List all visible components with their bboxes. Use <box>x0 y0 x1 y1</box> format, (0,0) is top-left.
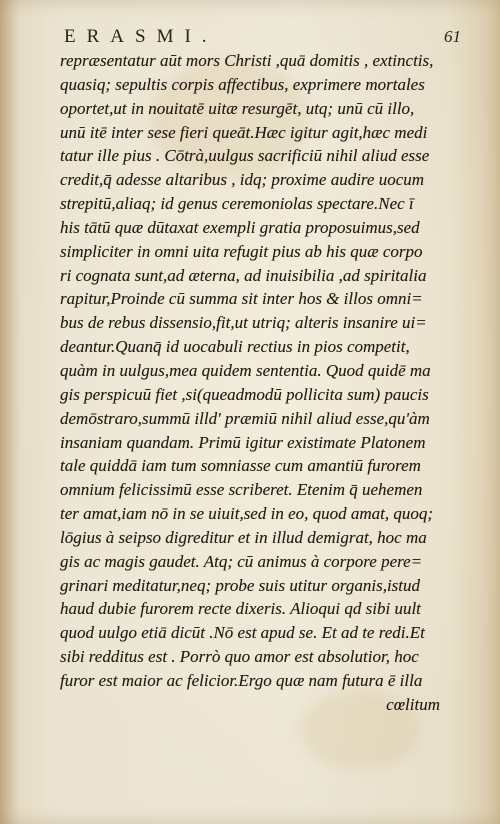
text-line: demōstraro,summū illd' præmiū nihil aliud esse,qu'àm <box>60 408 430 428</box>
page-number: 61 <box>444 27 461 46</box>
text-line: credit,q̄ adesse altaribus , idq; proxime audire uocum <box>60 170 425 190</box>
text-line: deantur.Quanq̄ id uocabuli rectius in pios competit, <box>60 337 410 357</box>
text-line: tatur ille pius . Cōtrà,uulgus sacrificiū nihil aliud esse <box>60 146 430 166</box>
text-line: tale quiddā iam tum somniasse cum amantiū furorem <box>60 456 421 476</box>
text-line: repræsentatur aūt mors Christi ,quā domitis , extinctis, <box>60 51 434 70</box>
text-line: ter amat,iam nō in se uiuit,sed in eo, quod amat, quoq; <box>60 504 434 524</box>
running-head: ERASMI. <box>64 26 218 47</box>
text-line: haud dubie furorem recte dixeris. Alioqui qd sibi uult <box>60 599 421 619</box>
body-text <box>60 49 460 717</box>
text-line: gis ac magis gaudet. Atq; cū animus à corpore pere= <box>60 551 423 571</box>
text-line: omnium felicissimū esse scriberet. Etenim q̄ uehemen <box>60 480 423 500</box>
text-line: lōgius à seipso digreditur et in illud demigrat, hoc ma <box>60 527 427 547</box>
text-line: unū itē inter sese fieri queāt.Hæc igitur agit,hæc medi <box>60 122 428 142</box>
text-line: his tātū quæ dūtaxat exempli gratia proposuimus,sed <box>60 217 420 237</box>
text-line: strepitū,aliaq; id genus ceremoniolas spectare.Nec ī <box>60 194 414 214</box>
text-line: quod uulgo etiā dicūt .Nō est apud se. Et ad te redi.Et <box>60 623 425 643</box>
catchword: cœlitum <box>386 694 440 714</box>
text-line: bus de rebus dissensio,fit,ut utriq; alteris insanire ui= <box>60 313 427 333</box>
text-line: sibi redditus est . Porrò quo amor est absolutior, hoc <box>60 647 419 667</box>
text-line: quàm in uulgus,mea quidem sententia. Quod quidē ma <box>60 360 431 380</box>
text-line: quasiq; sepultis corpis affectibus, exprimere mortales <box>60 74 425 94</box>
text-line: oportet,ut in nouitatē uitæ resurgēt, utq; unū cū illo, <box>60 98 415 118</box>
text-line: ri cognata sunt,ad æterna, ad inuisibilia ,ad spiritalia <box>60 265 427 285</box>
text-line: furor est maior ac felicior.Ergo quæ nam futura ē illa <box>60 670 423 690</box>
text-line: insaniam quandam. Primū igitur existimate Platonem <box>60 432 426 452</box>
text-line: simpliciter in omni uita refugit pius ab his quæ corpo <box>60 241 423 261</box>
text-line: rapitur,Proinde cū summa sit inter hos & illos omni= <box>60 289 423 309</box>
text-line: gis perspicuū fiet ,si(queadmodū pollicita sum) paucis <box>60 384 429 404</box>
text-line: grinari meditatur,neq; probe suis utitur organis,istud <box>60 575 421 595</box>
